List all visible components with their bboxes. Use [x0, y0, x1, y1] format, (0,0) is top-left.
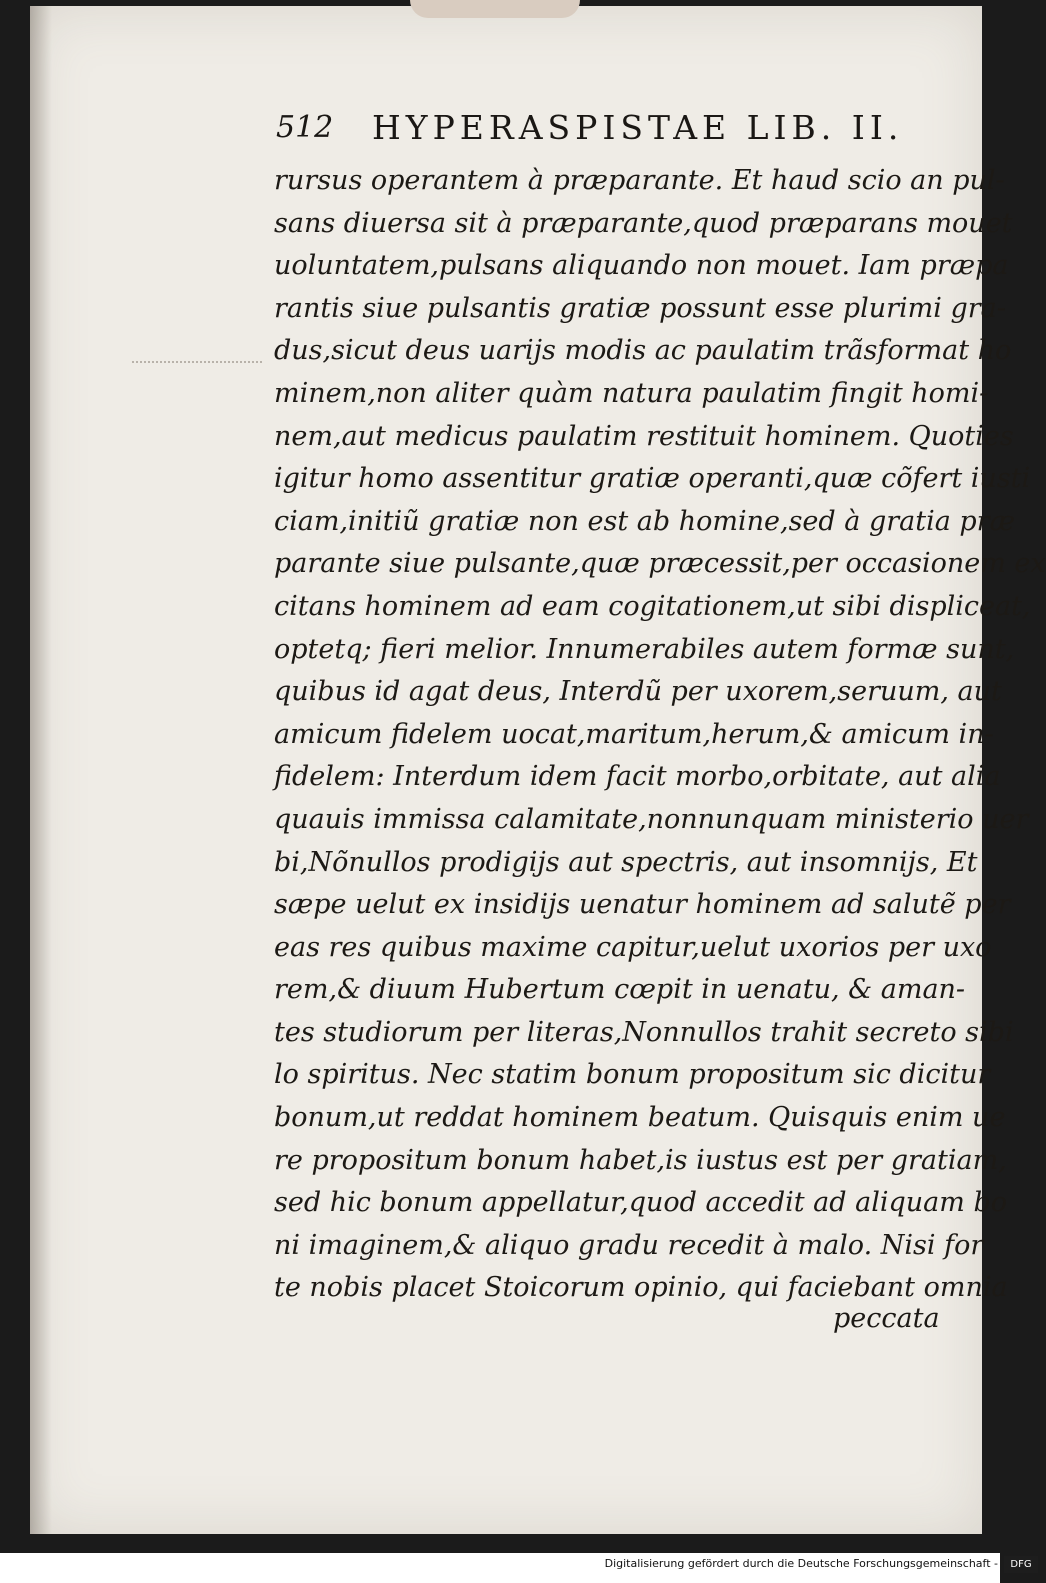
text-line: re propositum bonum habet,is iustus est per gratiam, [274, 1144, 1007, 1176]
body-text [274, 160, 1046, 1310]
dfg-logo: DFG [1004, 1556, 1038, 1573]
text-line: lo spiritus. Nec statim bonum propositum sic dicitur [274, 1059, 991, 1091]
dotted-guide-line [132, 361, 262, 363]
text-line: sans diuersa sit à præparante,quod præparans mouet [274, 207, 1013, 239]
text-line: te nobis placet Stoicorum opinio, qui faciebant omnia [274, 1272, 1008, 1304]
text-line: rursus operantem à præparante. Et haud scio an pul- [274, 165, 1005, 196]
text-line: rantis siue pulsantis gratiæ possunt esse plurimi gra- [274, 292, 1006, 324]
funding-notice: Digitalisierung gefördert durch die Deutsche Forschungsgemeinschaft - [604, 1557, 998, 1570]
text-line: ni imaginem,& aliquo gradu recedit à malo. Nisi for [274, 1229, 984, 1261]
running-title: HYPERASPISTAE LIB. II. [372, 108, 904, 147]
text-line: uoluntatem,pulsans aliquando non mouet. Iam præpa [274, 250, 1009, 282]
text-line: optetq; fieri melior. Innumerabiles autem formæ sunt, [274, 633, 1015, 665]
text-line: dus,sicut deus uarijs modis ac paulatim trãsformat ho [274, 335, 1012, 367]
text-line: tes studiorum per literas,Nonnullos trahit secreto sibi [274, 1016, 1014, 1048]
text-line: parante siue pulsante,quæ præcessit,per occasionem ex [274, 548, 1046, 580]
text-line: minem,non aliter quàm natura paulatim fingit homi- [274, 377, 989, 409]
text-line: quibus id agat deus, Interdũ per uxorem,seruum, aut [274, 676, 1002, 708]
text-line: ciam,initiũ gratiæ non est ab homine,sed à gratia præ [274, 505, 1015, 537]
text-line: citans hominem ad eam cogitationem,ut sibi displiceat, [274, 590, 1031, 622]
text-line: rem,& diuum Hubertum cœpit in uenatu, & aman- [274, 974, 966, 1006]
text-line: eas res quibus maxime capitur,uelut uxorios per uxo [274, 931, 992, 963]
text-line: nem,aut medicus paulatim restituit hominem. Quoties [274, 420, 1014, 452]
page-header [276, 108, 916, 152]
text-line: bi,Nõnullos prodigijs aut spectris, aut insomnijs, Et [274, 846, 978, 878]
text-line: bonum,ut reddat hominem beatum. Quisquis enim ue [274, 1102, 1006, 1134]
page-number: 512 [276, 110, 334, 145]
catchword: peccata [833, 1303, 940, 1334]
page-top-tab [410, 0, 580, 18]
text-line: sæpe uelut ex insidijs uenatur hominem ad salutẽ per [274, 889, 1011, 921]
text-line: sed hic bonum appellatur,quod accedit ad aliquam bo [274, 1187, 1007, 1219]
text-line: fidelem: Interdum idem facit morbo,orbitate, aut alia [274, 761, 1001, 793]
page-gutter-shadow [30, 6, 52, 1534]
text-line: amicum fidelem uocat,maritum,herum,& amicum in- [274, 718, 994, 750]
text-line: quauis immissa calamitate,nonnunquam ministerio uer [274, 803, 1029, 835]
text-line: igitur homo assentitur gratiæ operanti,quæ cõfert iusti [274, 463, 1031, 495]
